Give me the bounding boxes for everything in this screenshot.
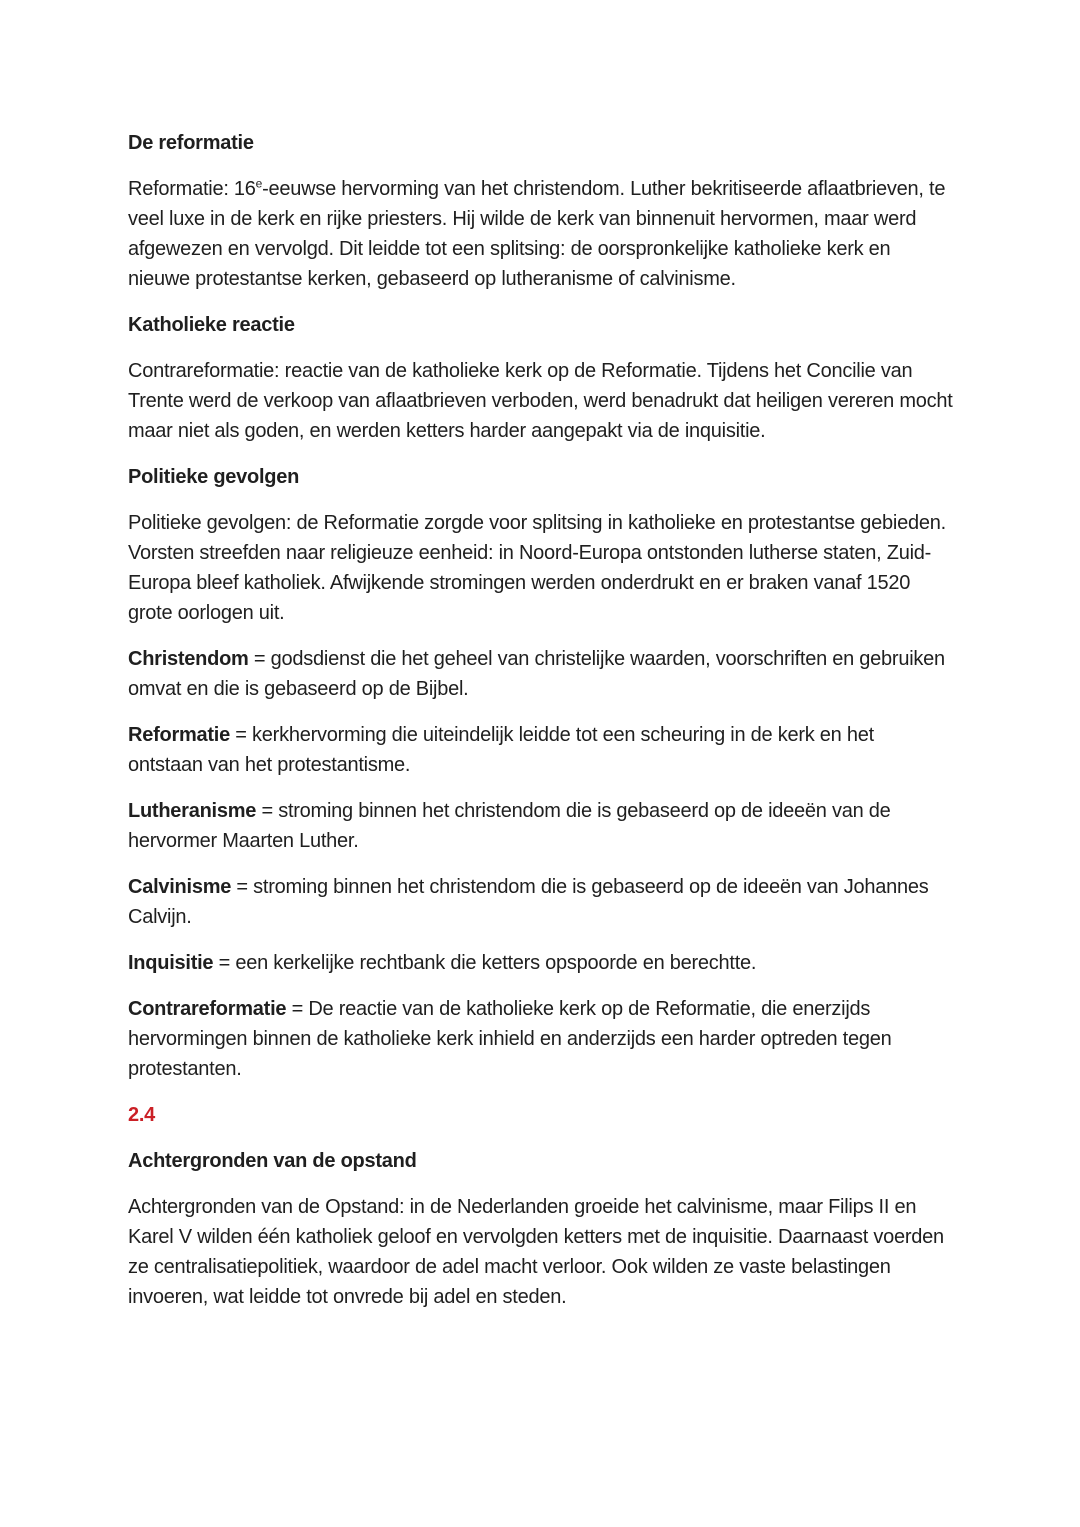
paragraph-reformatie <box>128 174 953 294</box>
definition-term: Lutheranisme <box>128 800 257 822</box>
section-number: 2.4 <box>128 1104 156 1126</box>
definition-term: Reformatie <box>128 724 230 746</box>
paragraph-achtergronden: Achtergronden van de Opstand: in de Nederlanden groeide het calvinisme, maar Filips II en Karel V wilden één katholiek geloof en vervolgden ketters met de inquisitie. Daarnaast voerden ze centralisatiepolitiek, waardoor de adel macht verloor. Ook wilden ze vaste belastingen invoeren, wat leidde tot onvrede bij adel en steden. <box>128 1196 944 1308</box>
definition-calvinisme <box>128 872 953 932</box>
paragraph-text-after-superscript: -eeuwse hervorming van het christendom. Luther bekritiseerde aflaatbrieven, te veel luxe in de kerk en rijke priesters. Hij wilde de kerk van binnenuit hervormen, maar werd afgewezen en vervolgd. Dit leidde tot een splitsing: de oorspronkelijke katholieke kerk en nieuwe protestantse kerken, gebaseerd op lutheranisme of calvinisme. <box>128 178 946 290</box>
paragraph-katholieke-reactie: Contrareformatie: reactie van de katholieke kerk op de Reformatie. Tijdens het Concilie van Trente werd de verkoop van aflaatbrieven verboden, werd benadrukt dat heiligen vereren mocht maar niet als goden, en werden ketters harder aangepakt via de inquisitie. <box>128 360 953 442</box>
paragraph-text-before-superscript: Reformatie: 16 <box>128 178 256 200</box>
definition-text: = kerkhervorming die uiteindelijk leidde tot een scheuring in de kerk en het ontstaan van het protestantisme. <box>128 724 874 776</box>
section-heading-politieke-gevolgen: Politieke gevolgen <box>128 466 300 488</box>
section-heading-katholieke-reactie: Katholieke reactie <box>128 314 295 336</box>
definition-term: Christendom <box>128 648 249 670</box>
definition-text: = godsdienst die het geheel van christelijke waarden, voorschriften en gebruiken omvat en die is gebaseerd op de Bijbel. <box>128 648 945 700</box>
definition-text: = stroming binnen het christendom die is gebaseerd op de ideeën van de hervormer Maarten Luther. <box>128 800 891 852</box>
definition-inquisitie <box>128 948 953 978</box>
definition-christendom <box>128 644 953 704</box>
definition-lutheranisme <box>128 796 953 856</box>
paragraph-politieke-gevolgen: Politieke gevolgen: de Reformatie zorgde voor splitsing in katholieke en protestantse gebieden. Vorsten streefden naar religieuze eenheid: in Noord-Europa ontstonden lutherse staten, Zuid-Europa bleef katholiek. Afwijkende stromingen werden onderdrukt en er braken vanaf 1520 grote oorlogen uit. <box>128 512 946 624</box>
superscript-e: e <box>255 176 263 191</box>
definition-term: Contrareformatie <box>128 998 287 1020</box>
definition-term: Inquisitie <box>128 952 214 974</box>
section-heading-de-reformatie: De reformatie <box>128 132 254 154</box>
definition-text: = De reactie van de katholieke kerk op de Reformatie, die enerzijds hervormingen binnen de katholieke kerk inhield en anderzijds een harder optreden tegen protestanten. <box>128 998 892 1080</box>
definition-reformatie <box>128 720 953 780</box>
section-heading-achtergronden: Achtergronden van de opstand <box>128 1150 417 1172</box>
definition-term: Calvinisme <box>128 876 232 898</box>
definition-text: = stroming binnen het christendom die is gebaseerd op de ideeën van Johannes Calvijn. <box>128 876 929 928</box>
definition-contrareformatie <box>128 994 953 1084</box>
definition-text: = een kerkelijke rechtbank die ketters opspoorde en berechtte. <box>218 952 757 974</box>
